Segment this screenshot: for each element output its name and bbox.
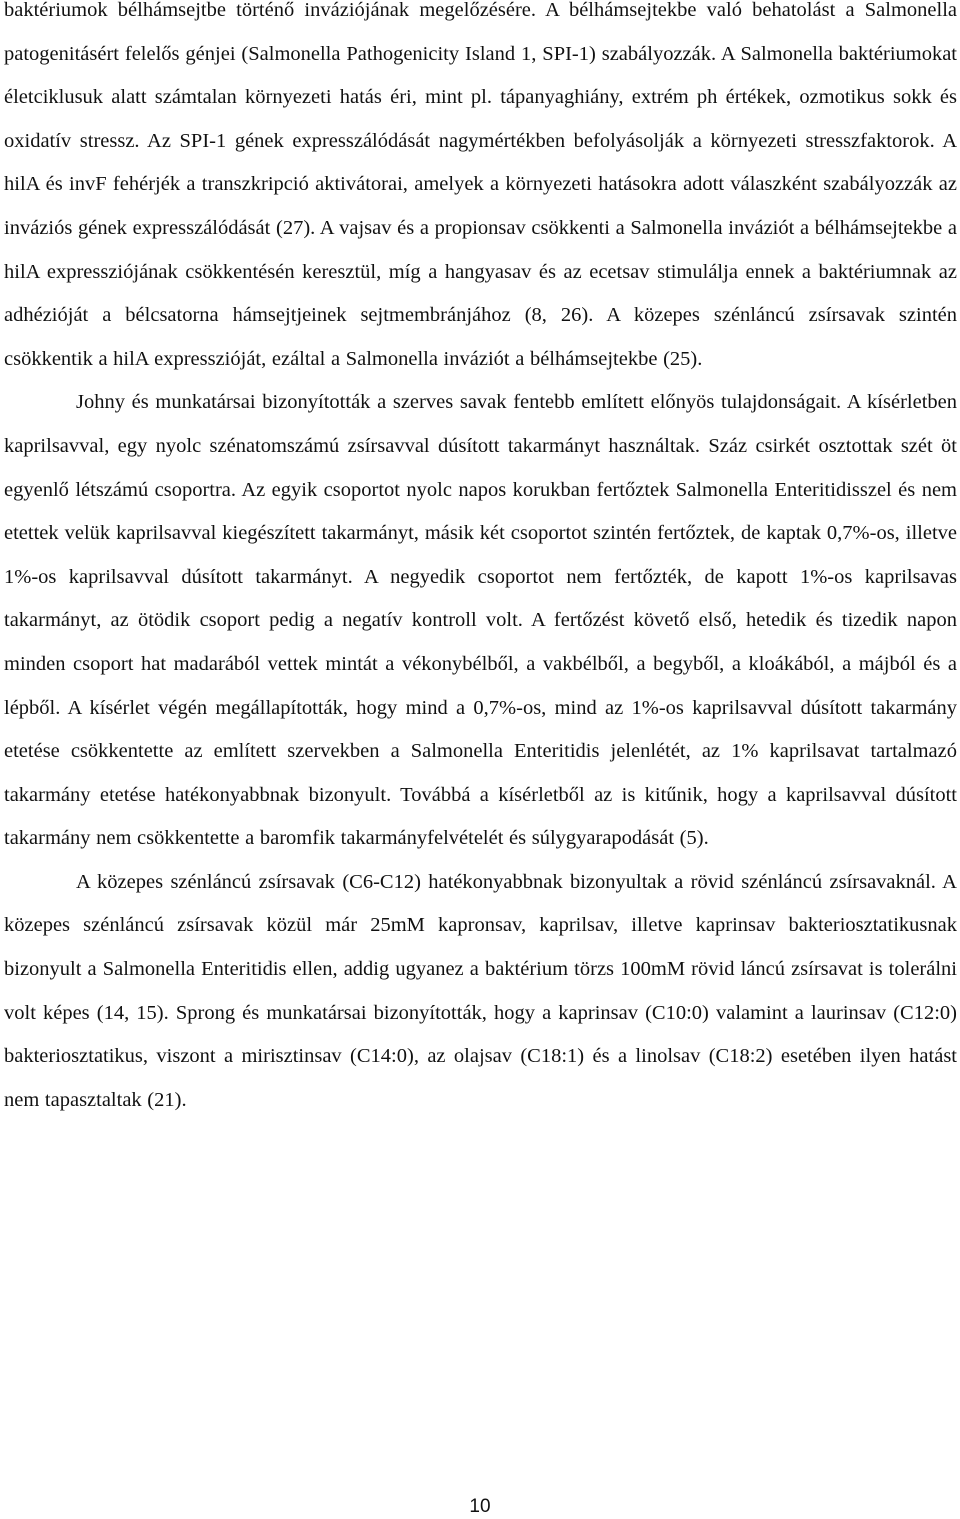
page-number: 10 [469,1496,491,1517]
paragraph-1: baktériumok bélhámsejtbe történő inváziójának megelőzésére. A bélhámsejtekbe való behatolást a Salmonella patogenitásért felelős génjei (Salmonella Pathogenicity Island 1, SPI-1) szabályozzák. A Salmonella baktériumokat életciklusuk alatt számtalan környezeti hatás éri, mint pl. tápanyaghiány, extrém ph értékek, ozmotikus sokk és oxidatív stressz. Az SPI-1 gének expresszálódását nagymértékben befolyásolják a környezeti stresszfaktorok. A hilA és invF fehérjék a transzkripció aktivátorai, amelyek a környezeti hatásokra adott válaszként szabályozzák az inváziós gének expresszálódását (27). A vajsav és a propionsav csökkenti a Salmonella inváziót a bélhámsejtekbe a hilA expressziójának csökkentésén keresztül, míg a hangyasav és az ecetsav stimulálja ennek a baktériumnak az adhézióját a bélcsatorna hámsejtjeinek sejtmembránjához (8, 26). A közepes szénláncú zsírsavak szintén csökkentik a hilA expresszióját, ezáltal a Salmonella inváziót a bélhámsejtekbe (25). [4,0,957,370]
paragraph-2: Johny és munkatársai bizonyították a szerves savak fentebb említett előnyös tulajdonságait. A kísérletben kaprilsavval, egy nyolc szénatomszámú zsírsavval dúsított takarmányt használtak. Száz csirkét osztottak szét öt egyenlő létszámú csoportra. Az egyik csoportot nyolc napos korukban fertőztek Salmonella Enteritidisszel és nem etettek velük kaprilsavval kiegészített takarmányt, másik két csoportot szintén fertőztek, de kaptak 0,7%-os, illetve 1%-os kaprilsavval dúsított takarmányt. A negyedik csoportot nem fertőzték, de kapott 1%-os kaprilsavas takarmányt, az ötödik csoport pedig a negatív kontroll volt. A fertőzést követő első, hetedik és tizedik napon minden csoport hat madarából vettek mintát a vékonybélből, a vakbélből, a begyből, a kloákából, a májból és a lépből. A kísérlet végén megállapították, hogy mind a 0,7%-os, mind az 1%-os kaprilsavval dúsított takarmány etetése csökkentette az említett szervekben a Salmonella Enteritidis jelenlétét, az 1% kaprilsavat tartalmazó takarmány etetése hatékonyabbnak bizonyult. Továbbá a kísérletből az is kitűnik, hogy a kaprilsavval dúsított takarmány nem csökkentette a baromfik takarmányfelvételét és súlygyarapodását (5). [4,391,957,850]
paragraph-3: A közepes szénláncú zsírsavak (C6-C12) hatékonyabbnak bizonyultak a rövid szénláncú zsírsavaknál. A közepes szénláncú zsírsavak közül már 25mM kapronsav, kaprilsav, illetve kaprinsav bakteriosztatikusnak bizonyult a Salmonella Enteritidis ellen, addig ugyanez a baktérium törzs 100mM rövid láncú zsírsavat is tolerálni volt képes (14, 15). Sprong és munkatársai bizonyították, hogy a kaprinsav (C10:0) valamint a laurinsav (C12:0) bakteriosztatikus, viszont a mirisztinsav (C14:0), az olajsav (C18:1) és a linolsav (C18:2) esetében ilyen hatást nem tapasztaltak (21). [4,870,957,1111]
body-text [4,0,957,1122]
